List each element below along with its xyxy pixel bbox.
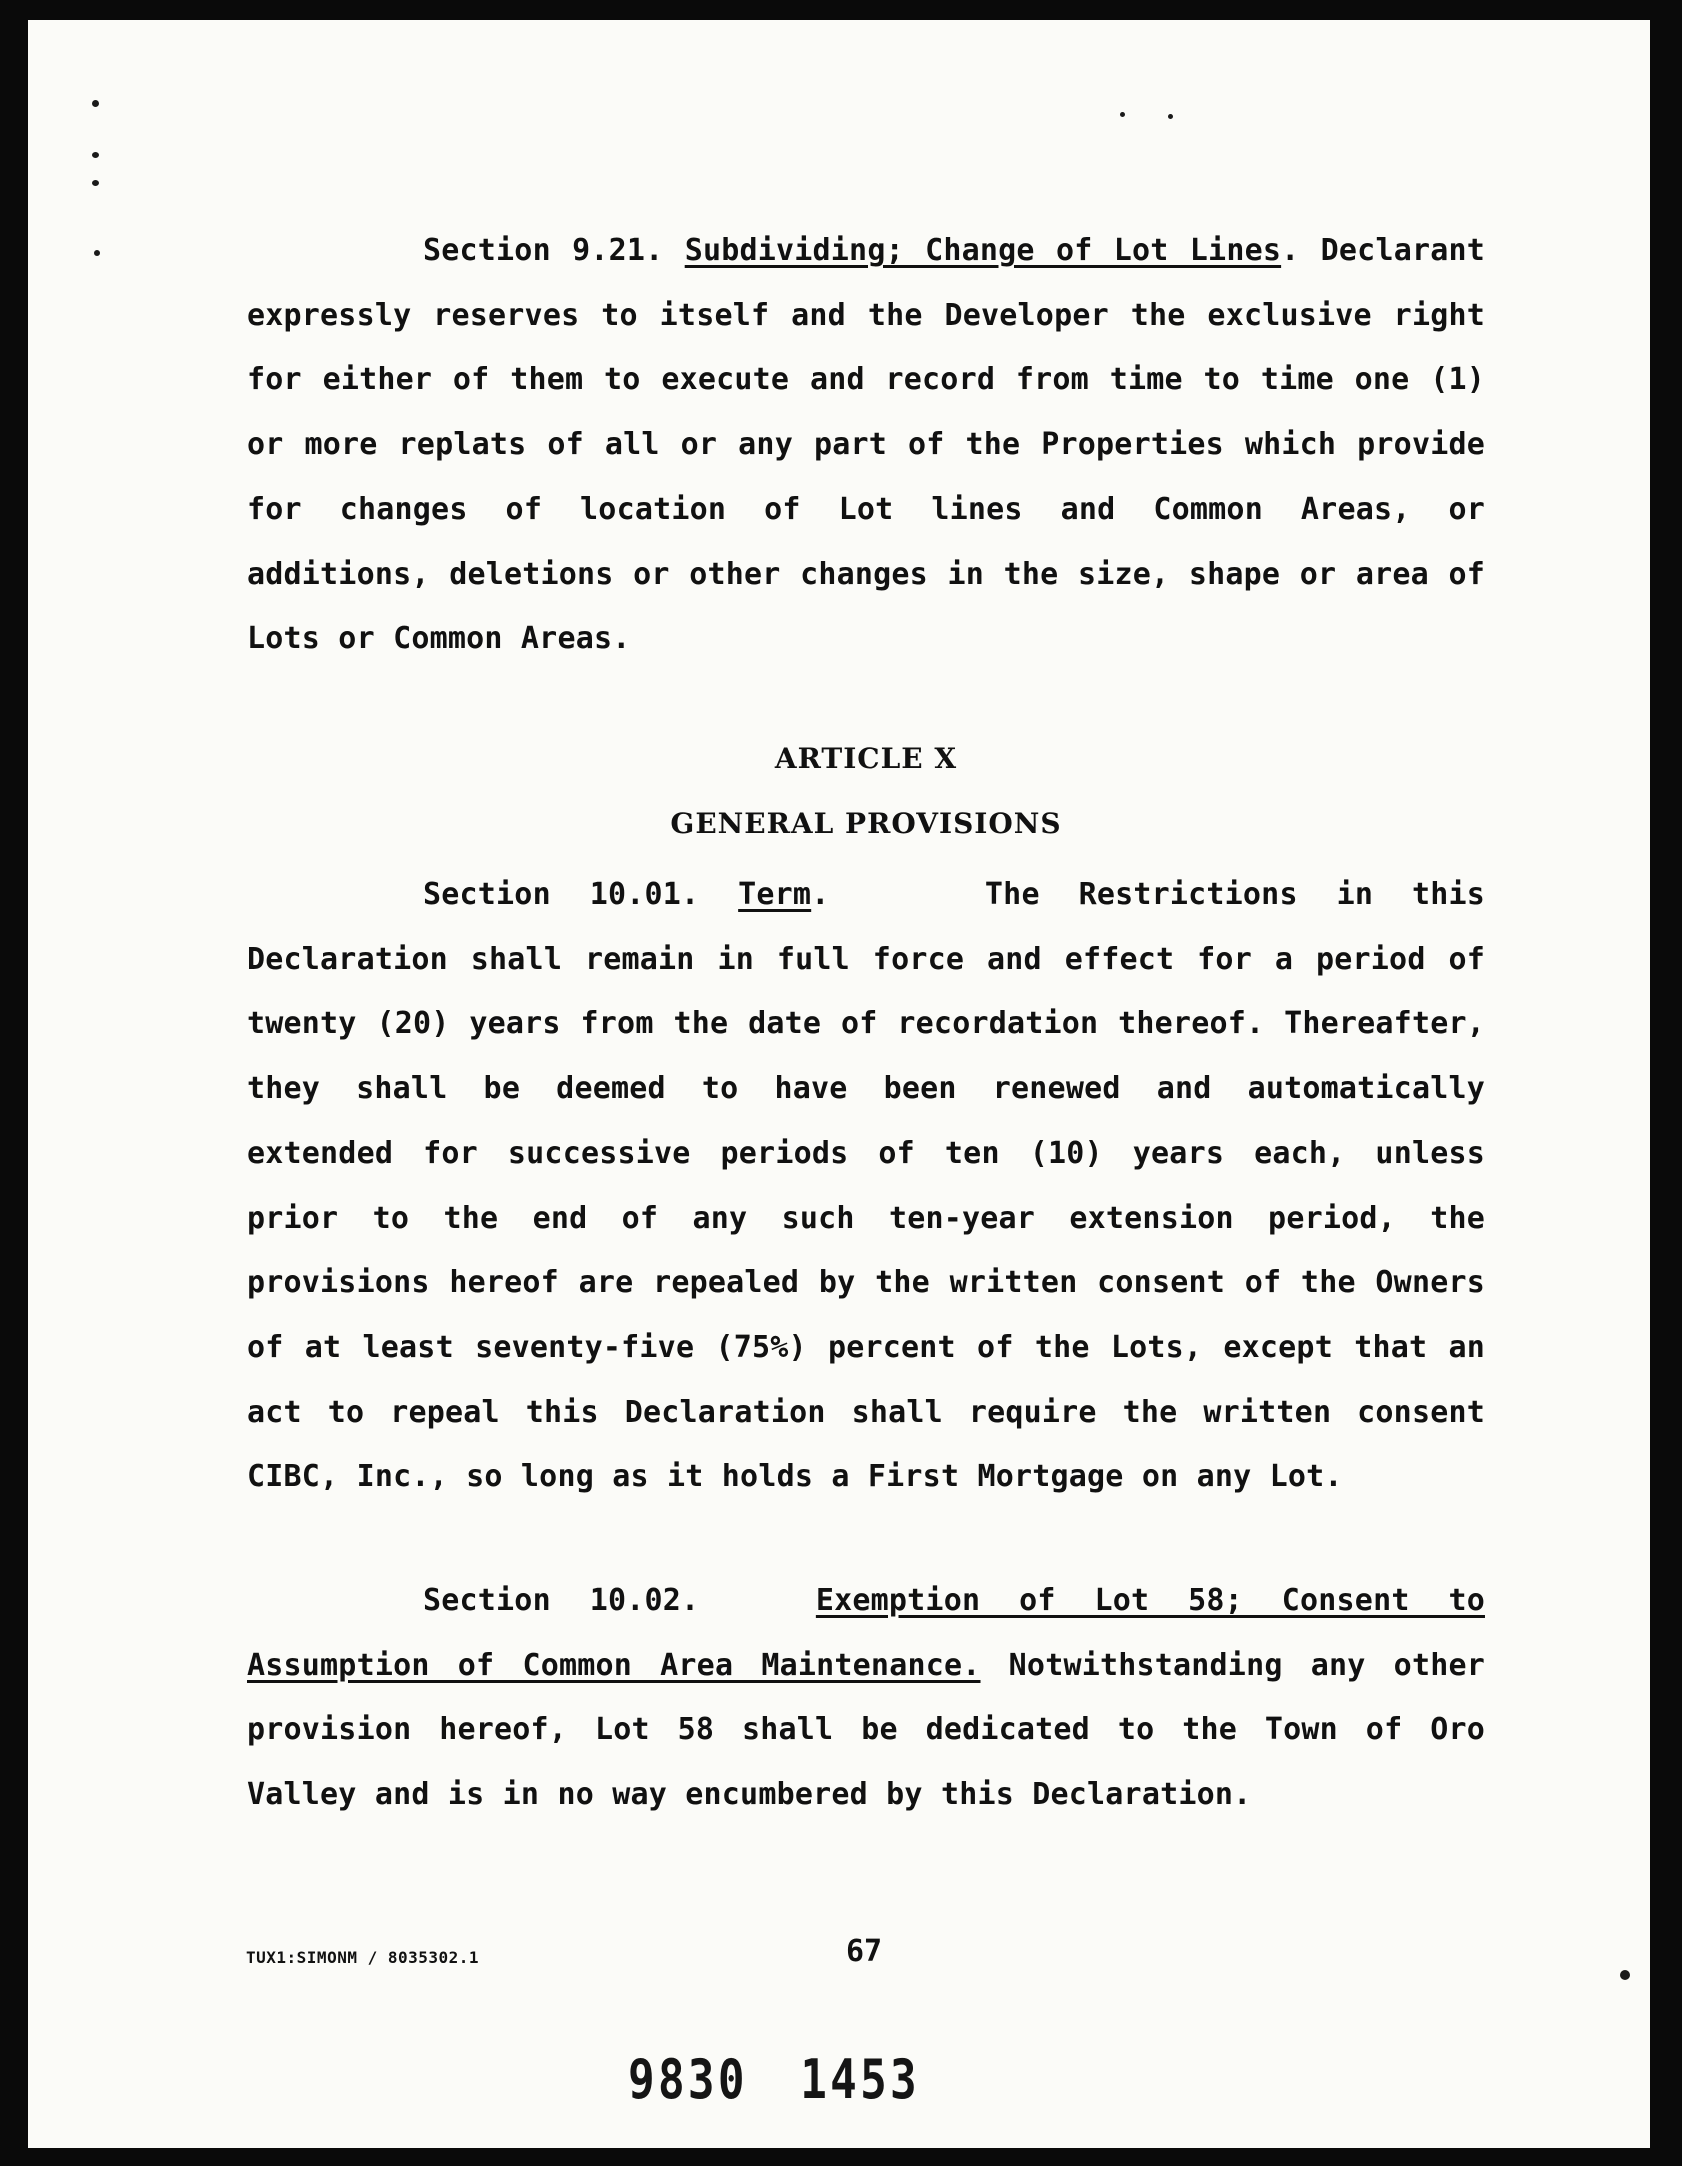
section-9-21-title: Subdividing; Change of Lot Lines: [684, 233, 1282, 268]
section-10-01-body: The Restrictions in this Declaration shall remain in full force and effect for a period of twenty (20) years from the date of recordation thereof. Thereafter, they shall be deemed to have been renewed and automatically extended for successive periods of ten (10) years each, unless prior to the end of any such ten-year extension period, the provisions hereof are repealed by the written consent of the Owners of at least seventy-five (75%) percent of the Lots, except that an act to repeal this Declaration shall require the written consent CIBC, Inc., so long as it holds a First Mortgage on any Lot.: [247, 877, 1486, 1495]
scan-speck: [92, 180, 99, 186]
scan-speck: [92, 100, 99, 107]
section-10-01-title: Term: [738, 877, 812, 912]
section-10-02: [247, 1569, 1485, 1828]
section-9-21: [247, 219, 1485, 672]
document-page: [28, 20, 1650, 2148]
scan-speck: [94, 250, 100, 256]
section-9-21-period: .: [1281, 233, 1300, 268]
page-number: 67: [845, 1934, 883, 1969]
section-9-21-label: Section 9.21.: [423, 233, 664, 268]
section-10-02-body: Notwithstanding any other provision hereof, Lot 58 shall be dedicated to the Town of Oro Valley and is in no way encumbered by this Declaration.: [247, 1647, 1485, 1813]
scan-speck: [1620, 1970, 1630, 1980]
section-10-01-label: Section 10.01.: [423, 877, 700, 912]
stamp-page: 1453: [800, 2048, 920, 2111]
article-title: GENERAL PROVISIONS: [670, 807, 1062, 840]
recording-stamp: [628, 2048, 920, 2111]
section-10-02-title: Exemption of Lot 58; Consent to Assumption of Common Area Maintenance.: [247, 1583, 1485, 1683]
scan-speck: [1168, 114, 1173, 119]
document-reference: TUX1:SIMONM / 8035302.1: [246, 1948, 480, 1967]
scan-speck: [92, 152, 99, 158]
section-10-01-period: .: [811, 877, 830, 912]
scan-speck: [1120, 112, 1125, 117]
article-number: ARTICLE X: [774, 742, 958, 775]
section-10-02-label: Section 10.02.: [423, 1583, 700, 1618]
section-9-21-body: Declarant expressly reserves to itself and the Developer the exclusive right for either of them to execute and record from time to time one (1) or more replats of all or any part of the Properties which provide for changes of location of Lot lines and Common Areas, or additions, deletions or other changes in the size, shape or area of Lots or Common Areas.: [247, 233, 1486, 657]
stamp-docket: 9830: [628, 2048, 748, 2111]
section-10-01: [247, 863, 1485, 1510]
